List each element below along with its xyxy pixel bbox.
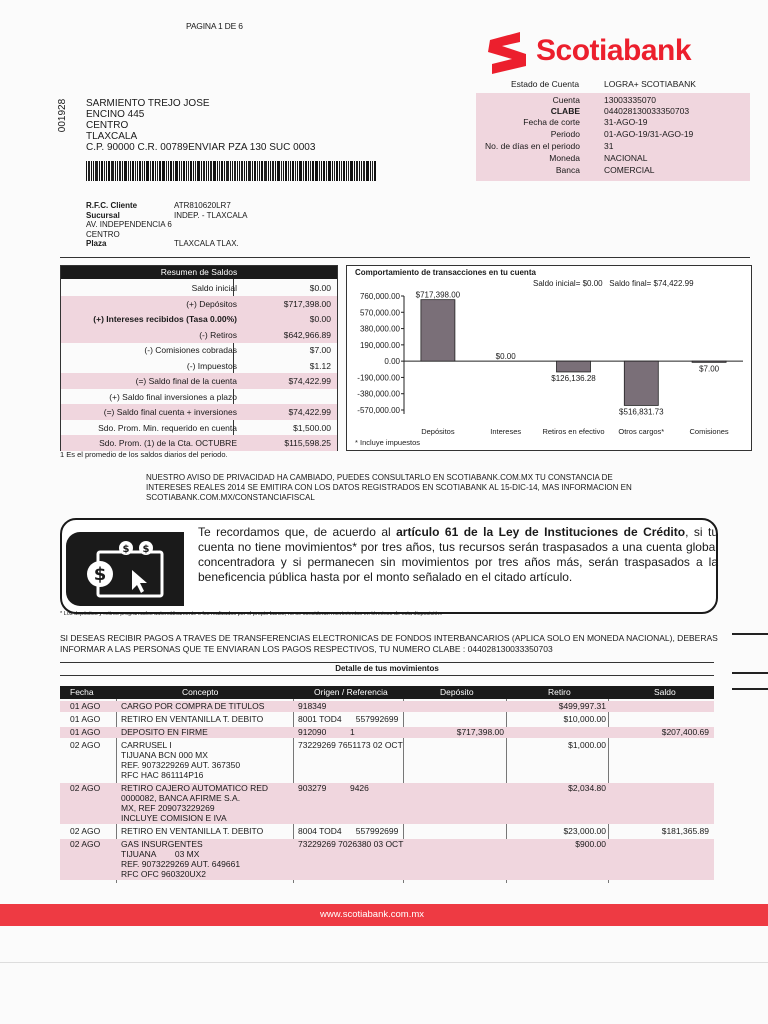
bar xyxy=(692,361,726,362)
cell-fecha: 01 AGO xyxy=(70,727,101,737)
cell-concepto: CARRUSEL I TIJUANA BCN 000 MX REF. 9073229269 AUT. 367350 RFC HAC 861114P16 xyxy=(121,740,241,780)
account-field-value: NACIONAL xyxy=(604,153,648,163)
bar-value-label: $7.00 xyxy=(699,364,720,374)
postal-barcode xyxy=(86,161,382,181)
summary-row xyxy=(61,327,337,343)
cell-fecha: 02 AGO xyxy=(70,740,101,750)
summary-row xyxy=(61,420,337,436)
cell-fecha: 02 AGO xyxy=(70,783,101,793)
category-label: Comisiones xyxy=(689,427,729,436)
summary-label: (+) Saldo final inversiones a plazo xyxy=(109,391,237,402)
summary-label: Saldo inicial xyxy=(191,283,237,293)
page-number: PAGINA 1 DE 6 xyxy=(186,21,243,31)
divider xyxy=(0,962,768,963)
summary-value: $0.00 xyxy=(309,283,331,293)
summary-value: $7.00 xyxy=(309,345,331,355)
money-transfer-icon xyxy=(66,532,184,606)
balance-summary-title: Resumen de Saldos xyxy=(61,266,337,279)
margin-mark xyxy=(732,688,768,690)
col-fecha: Fecha xyxy=(70,687,94,697)
cell-fecha: 01 AGO xyxy=(70,714,101,724)
balance-summary xyxy=(60,265,338,451)
table-row xyxy=(60,740,714,781)
scotiabank-s-icon xyxy=(482,28,532,78)
summary-value: $0.00 xyxy=(309,314,331,324)
cell-fecha: 01 AGO xyxy=(70,701,101,711)
article-61-text: Te recordamos que, de acuerdo al artículo 61 de la Ley de Instituciones de Crédito, si tu cuenta no tiene movimientos* por tres años, tus recursos serán traspasados a una cuenta global concentradora y si permanecen sin movimientos por tres años más, serán traspasados a la beneficencia pública hasta por el monto señalado en el citado artículo. xyxy=(198,525,718,584)
summary-value: $74,422.99 xyxy=(288,376,331,386)
category-label: Retiros en efectivo xyxy=(542,427,605,436)
cell-ref: 73229269 7651173 02 OCT xyxy=(298,740,403,750)
margin-mark xyxy=(732,633,768,635)
table-row xyxy=(60,727,714,738)
client-details: R.F.C. Cliente ATR810620LR7 Sucursal INDEP. - TLAXCALA AV. INDEPENDENCIA 6 CENTRO Plaza TLAXCALA TLAX. xyxy=(86,201,248,248)
summary-row xyxy=(61,296,337,312)
summary-label: (-) Comisiones cobradas xyxy=(144,345,237,355)
summary-row xyxy=(61,373,337,389)
summary-value: $115,598.25 xyxy=(284,438,331,448)
summary-label: (-) Impuestos xyxy=(186,360,237,371)
cell-ref: 903279 9426 xyxy=(298,783,369,793)
bar-value-label: $126,136.28 xyxy=(551,373,596,383)
account-field-label: Moneda xyxy=(549,153,580,163)
divider xyxy=(60,257,750,258)
summary-row xyxy=(61,389,337,405)
y-tick-label: -190,000.00 xyxy=(357,373,400,383)
y-tick-label: 190,000.00 xyxy=(359,340,400,350)
summary-value: $642,966.89 xyxy=(283,329,331,340)
summary-label: (+) Intereses recibidos (Tasa 0.00%) xyxy=(93,314,237,324)
summary-row xyxy=(61,404,337,420)
cell-fecha: 02 AGO xyxy=(70,826,101,836)
summary-value: $717,398.00 xyxy=(283,298,331,309)
svg-text:$: $ xyxy=(142,544,150,555)
account-field-label: Banca xyxy=(555,165,580,175)
cell-saldo: $207,400.69 xyxy=(661,727,709,737)
summary-value: $1,500.00 xyxy=(293,422,331,433)
account-field-value: 13003335070 xyxy=(604,95,657,105)
account-field-value: 31 xyxy=(604,141,614,151)
bar-value-label: $0.00 xyxy=(495,352,516,362)
table-row xyxy=(60,714,714,725)
cell-ref: 73229269 7026380 03 OCT xyxy=(298,839,404,849)
client-code: 001928 xyxy=(57,98,69,133)
summary-label: Sdo. Prom. Min. requerido en cuenta xyxy=(98,422,237,433)
col-origen: Origen / Referencia xyxy=(314,687,388,697)
svg-text:$: $ xyxy=(122,544,130,555)
summary-label: (-) Retiros xyxy=(199,329,237,340)
footer-url[interactable]: www.scotiabank.com.mx xyxy=(320,909,425,920)
category-label: Depósitos xyxy=(421,427,455,436)
footer-bar xyxy=(0,904,768,926)
margin-mark xyxy=(732,672,768,674)
cell-retiro: $499,997.31 xyxy=(558,701,606,711)
article-61-banner xyxy=(60,518,718,614)
summary-label: (=) Saldo final de la cuenta xyxy=(135,376,237,386)
account-field-label: Fecha de corte xyxy=(523,117,580,127)
summary-value: $1.12 xyxy=(309,360,331,371)
cell-concepto: RETIRO EN VENTANILLA T. DEBITO xyxy=(121,826,264,836)
account-field-value: 044028130033350703 xyxy=(604,106,690,116)
svg-text:$: $ xyxy=(93,564,107,585)
cell-retiro: $2,034.80 xyxy=(568,783,606,793)
summary-row xyxy=(61,311,337,327)
account-field-label: Periodo xyxy=(550,129,580,139)
transfer-note: SI DESEAS RECIBIR PAGOS A TRAVES DE TRANSFERENCIAS ELECTRONICAS DE FONDOS INTERBANCARIOS (APLICA SOLO EN MONEDA NACIONAL), DEBERAS INFORMAR A LAS PERSONAS QUE TE ENVIARAN LOS PAGOS RESPECTIVOS, TU NUMERO CLABE : 044028130033350703 xyxy=(60,633,718,654)
table-row xyxy=(60,839,714,880)
cell-concepto: GAS INSURGENTES TIJUANA 03 MX REF. 9073229269 AUT. 649661 RFC OFC 960320UX2 xyxy=(121,839,241,879)
cell-ref: 912090 1 xyxy=(298,727,355,737)
fine-print: * Los depósitos y retiros programados automáticamente o los realizados por el propio banco, no se consideran movimientos en términos de esta disposición. xyxy=(60,611,443,617)
cell-saldo: $181,365.89 xyxy=(661,826,709,836)
summary-value: $74,422.99 xyxy=(288,407,331,417)
summary-row xyxy=(61,342,337,358)
cell-fecha: 02 AGO xyxy=(70,839,101,849)
account-field-value: 31-AGO-19 xyxy=(604,117,648,127)
col-concepto: Concepto xyxy=(182,687,219,697)
bar-value-label: $717,398.00 xyxy=(415,290,461,300)
summary-label: Sdo. Prom. (1) de la Cta. OCTUBRE xyxy=(99,438,237,448)
scotiabank-logo xyxy=(482,28,754,78)
chart-title: Comportamiento de transacciones en tu cuenta xyxy=(355,268,536,277)
summary-row xyxy=(61,435,337,451)
privacy-notice: NUESTRO AVISO DE PRIVACIDAD HA CAMBIADO, PUEDES CONSULTARLO EN SCOTIABANK.COM.MX TU CONSTANCIA DE INTERESES REALES 2014 SE EMITIRA CON LOS DATOS REGISTRADOS EN SCOTIABANK AL 15-DIC-14, MAS INFORMACION EN SCOTIABANK.COM.MX/CONSTANCIAFISCAL xyxy=(146,473,632,502)
statement-product: LOGRA+ SCOTIABANK xyxy=(604,79,696,89)
y-tick-label: 570,000.00 xyxy=(359,308,400,318)
movements-table-header xyxy=(60,686,714,699)
summary-label: (=) Saldo final cuenta + inversiones xyxy=(103,407,237,417)
col-saldo: Saldo xyxy=(654,687,676,697)
bar xyxy=(557,361,591,372)
cell-concepto: DEPOSITO EN FIRME xyxy=(121,727,208,737)
category-label: Intereses xyxy=(490,427,522,436)
col-retiro: Retiro xyxy=(548,687,571,697)
cell-retiro: $23,000.00 xyxy=(563,826,606,836)
cell-concepto: RETIRO CAJERO AUTOMATICO RED 0000082, BANCA AFIRME S.A. MX, REF 209073229269 INCLUYE COMISION E IVA xyxy=(121,783,269,823)
account-field-label: CLABE xyxy=(550,106,580,116)
y-tick-label: -380,000.00 xyxy=(357,389,400,399)
brand-name: Scotiabank xyxy=(536,34,692,67)
summary-row xyxy=(61,280,337,296)
y-tick-label: 0.00 xyxy=(384,357,400,367)
table-row xyxy=(60,701,714,712)
cell-deposito: $717,398.00 xyxy=(456,727,504,737)
chart-plot xyxy=(347,266,751,450)
summary-label: (+) Depósitos xyxy=(186,298,237,309)
chart-footnote: * Incluye impuestos xyxy=(355,438,421,447)
category-label: Otros cargos* xyxy=(618,427,665,436)
y-tick-label: 380,000.00 xyxy=(359,324,400,334)
summary-note: 1 Es el promedio de los saldos diarios del periodo. xyxy=(60,450,228,459)
bar-value-label: $516,831.73 xyxy=(619,407,664,417)
cell-retiro: $10,000.00 xyxy=(563,714,606,724)
cell-concepto: CARGO POR COMPRA DE TITULOS xyxy=(121,701,265,711)
account-field-value: COMERCIAL xyxy=(604,165,655,175)
movements-table xyxy=(60,699,714,883)
movements-title: Detalle de tus movimientos xyxy=(60,662,714,676)
col-deposito: Depósito xyxy=(440,687,474,697)
summary-row xyxy=(61,358,337,374)
chart-balances: Saldo inicial= $0.00 Saldo final= $74,422.99 xyxy=(533,279,694,288)
cell-retiro: $900.00 xyxy=(575,839,606,849)
cell-ref: 8001 TOD4 557992699 xyxy=(298,714,399,724)
account-field-label: No. de días en el periodo xyxy=(485,141,580,151)
y-tick-label: -570,000.00 xyxy=(357,406,400,415)
table-row xyxy=(60,783,714,824)
account-info-box xyxy=(476,93,750,181)
cell-ref: 8004 TOD4 557992699 xyxy=(298,826,399,836)
y-tick-label: 760,000.00 xyxy=(359,292,400,301)
cell-concepto: RETIRO EN VENTANILLA T. DEBITO xyxy=(121,714,264,724)
bar xyxy=(421,300,455,361)
transactions-chart xyxy=(346,265,752,451)
account-field-value: 01-AGO-19/31-AGO-19 xyxy=(604,129,694,139)
cell-retiro: $1,000.00 xyxy=(568,740,606,750)
cell-ref: 918349 xyxy=(298,701,327,711)
account-field-label: Cuenta xyxy=(552,95,580,105)
statement-title-label: Estado de Cuenta xyxy=(511,79,580,89)
table-row xyxy=(60,826,714,837)
bar xyxy=(624,361,658,405)
client-address: SARMIENTO TREJO JOSE ENCINO 445 CENTRO TLAXCALA C.P. 90000 C.R. 00789ENVIAR PZA 130 SUC 0003 xyxy=(86,98,316,153)
